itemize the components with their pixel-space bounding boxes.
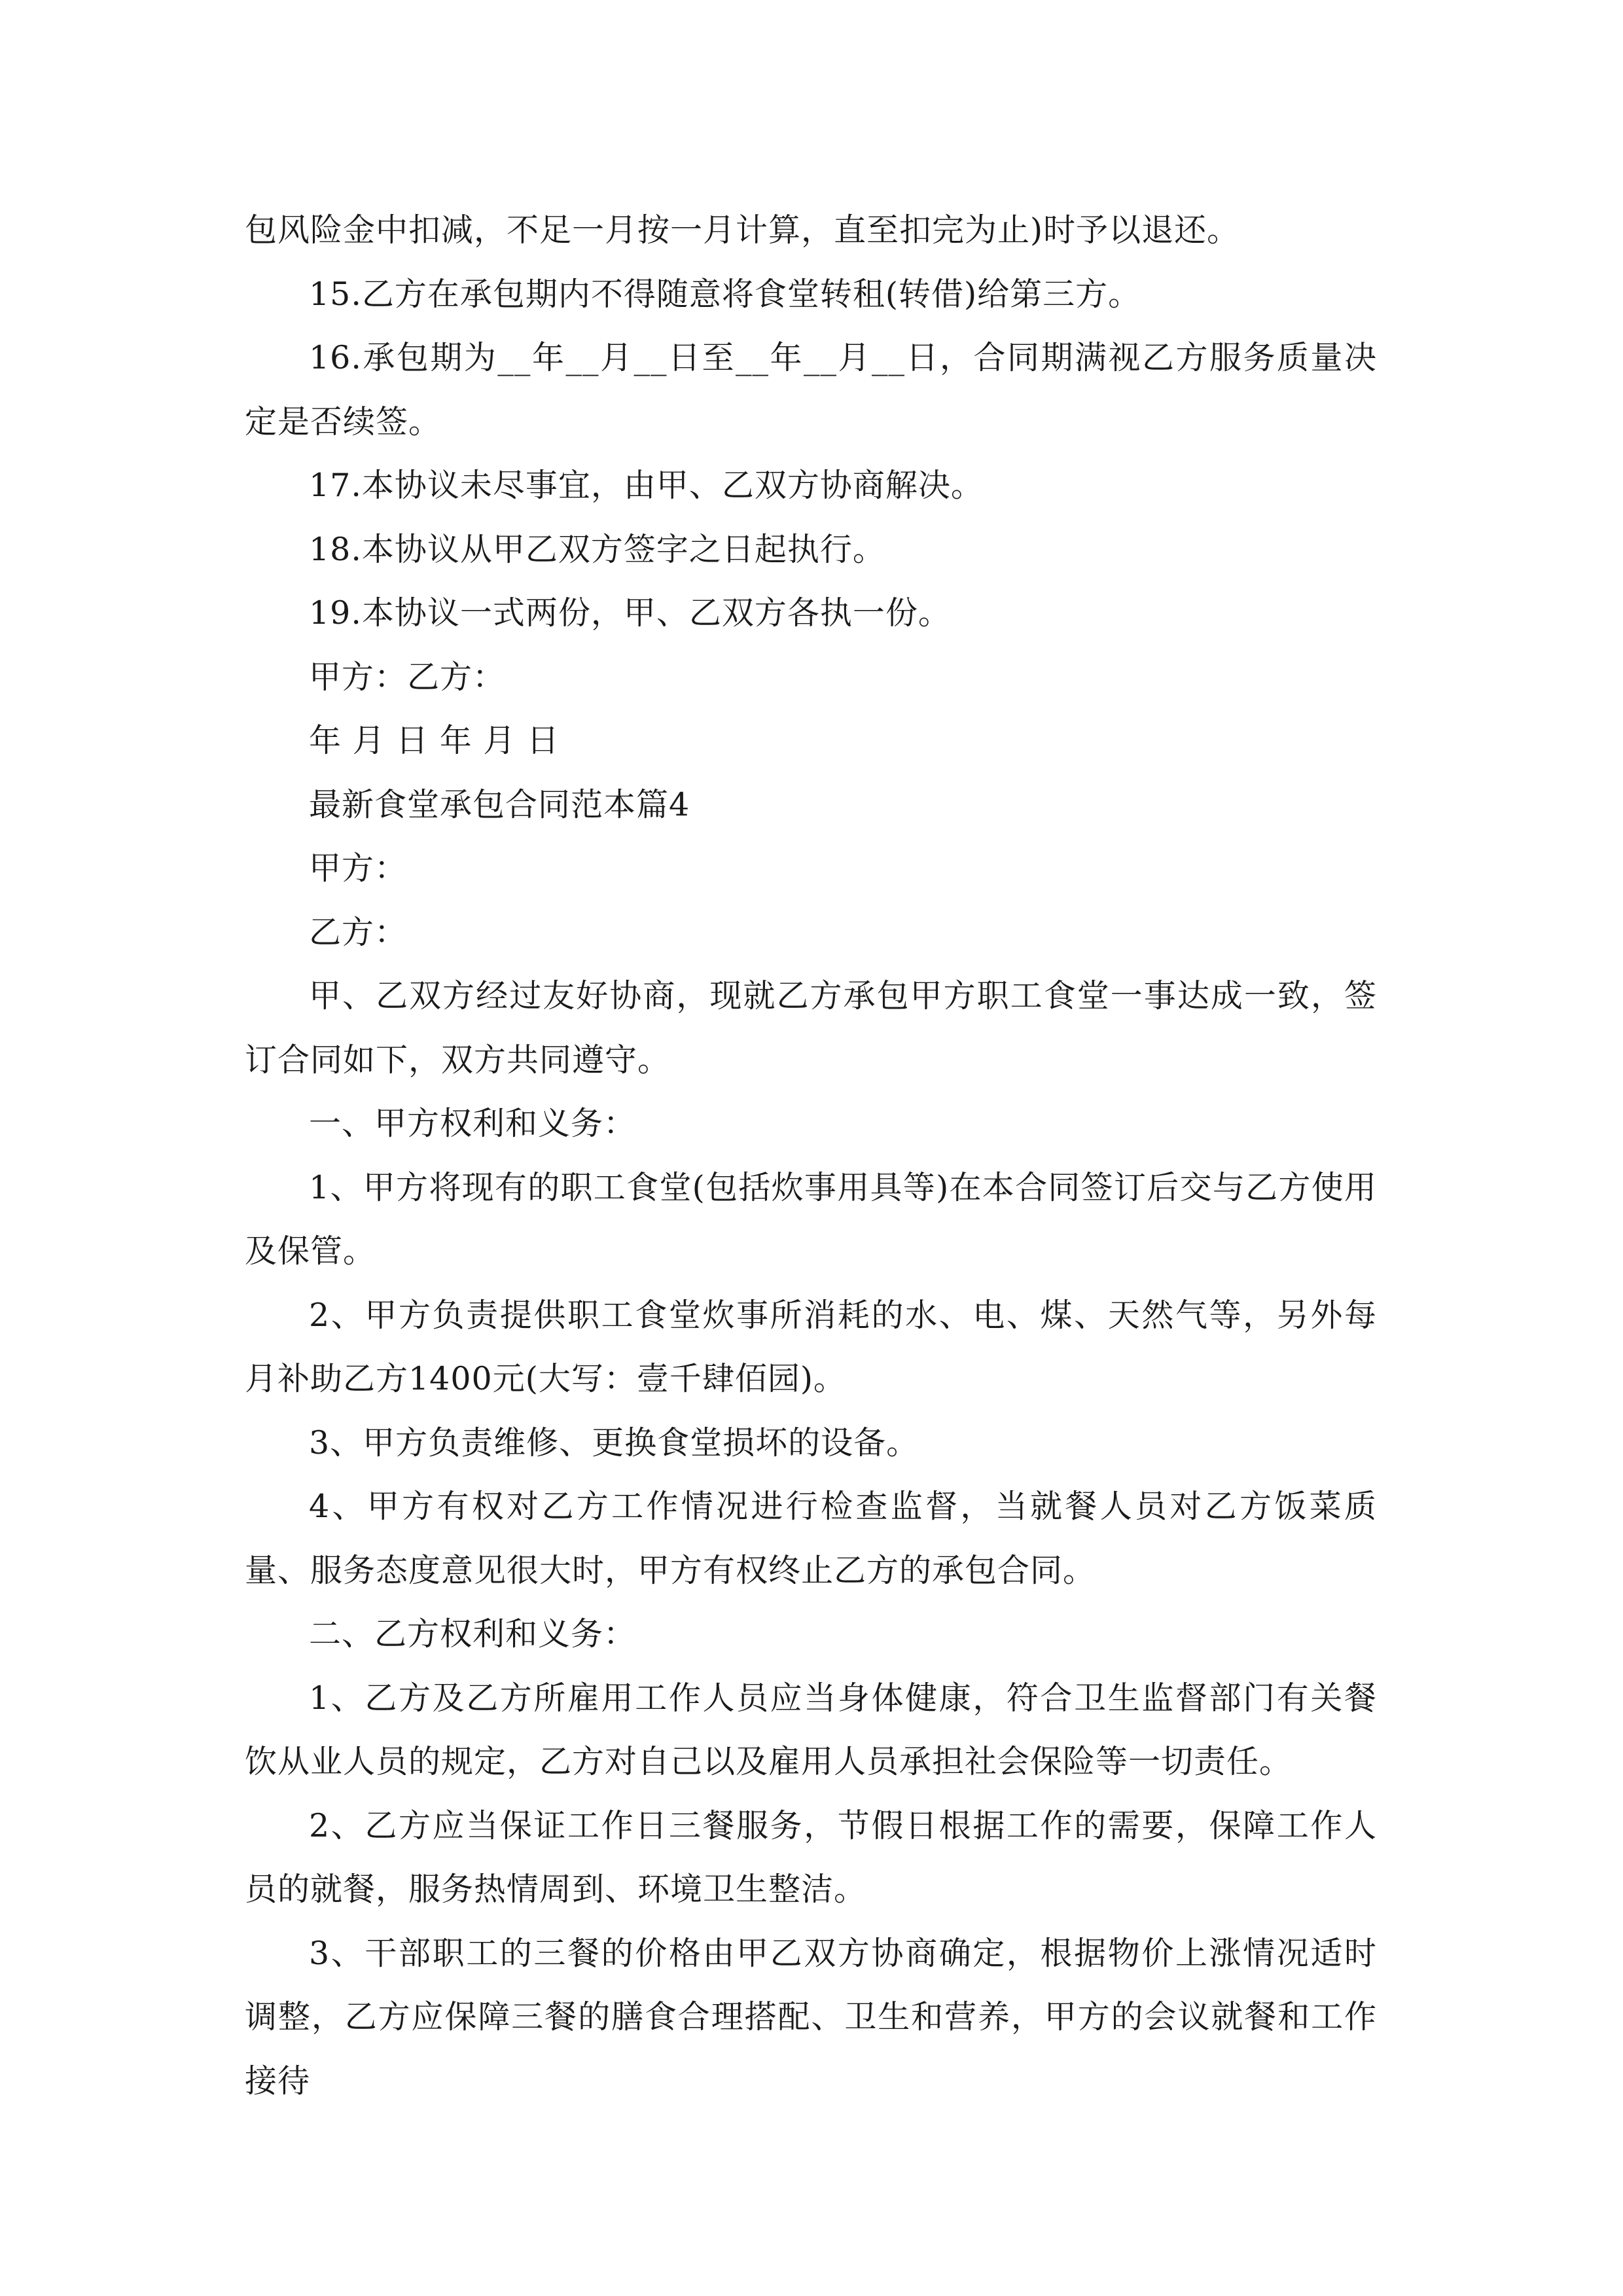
paragraph: 15.乙方在承包期内不得随意将食堂转租(转借)给第三方。	[309, 275, 1141, 313]
paragraph: 甲、乙双方经过友好协商，现就乙方承包甲方职工食堂一事达成一致，签订合同如下，双方共同遵守。	[245, 977, 1377, 1079]
paragraph: 3、甲方负责维修、更换食堂损坏的设备。	[309, 1424, 919, 1462]
paragraph: 16.承包期为__年__月__日至__年__月__日，合同期满视乙方服务质量决定是否续签。	[245, 339, 1377, 440]
paragraph: 2、甲方负责提供职工食堂炊事所消耗的水、电、煤、天然气等，另外每月补助乙方1400元(大写：壹千肆佰园)。	[245, 1296, 1377, 1397]
paragraph: 1、甲方将现有的职工食堂(包括炊事用具等)在本合同签订后交与乙方使用及保管。	[245, 1168, 1377, 1270]
party-a-label: 甲方：	[309, 850, 408, 887]
clause-heading: 一、甲方权利和义务：	[309, 1105, 637, 1142]
paragraph: 19.本协议一式两份，甲、乙双方各执一份。	[309, 594, 951, 632]
paragraph: 2、乙方应当保证工作日三餐服务，节假日根据工作的需要，保障工作人员的就餐，服务热情周到、环境卫生整洁。	[245, 1806, 1377, 1908]
section-title: 最新食堂承包合同范本篇4	[309, 785, 690, 823]
paragraph: 17.本协议未尽事宜，由甲、乙双方协商解决。	[309, 467, 984, 504]
signature-parties: 甲方：乙方：	[309, 658, 506, 696]
paragraph: 4、甲方有权对乙方工作情况进行检查监督，当就餐人员对乙方饭菜质量、服务态度意见很大时，甲方有权终止乙方的承包合同。	[245, 1488, 1377, 1589]
paragraph: 18.本协议从甲乙双方签字之日起执行。	[309, 530, 885, 568]
document-body	[245, 198, 1377, 2113]
clause-heading: 二、乙方权利和义务：	[309, 1615, 637, 1653]
signature-dates: 年 月 日 年 月 日	[309, 722, 560, 759]
paragraph: 包风险金中扣减，不足一月按一月计算，直至扣完为止)时予以退还。	[245, 211, 1240, 249]
paragraph: 3、干部职工的三餐的价格由甲乙双方协商确定，根据物价上涨情况适时调整，乙方应保障三餐的膳食合理搭配、卫生和营养，甲方的会议就餐和工作接待	[245, 1934, 1377, 2100]
party-b-label: 乙方：	[309, 913, 408, 951]
paragraph: 1、乙方及乙方所雇用工作人员应当身体健康，符合卫生监督部门有关餐饮从业人员的规定，乙方对自己以及雇用人员承担社会保险等一切责任。	[245, 1679, 1377, 1780]
